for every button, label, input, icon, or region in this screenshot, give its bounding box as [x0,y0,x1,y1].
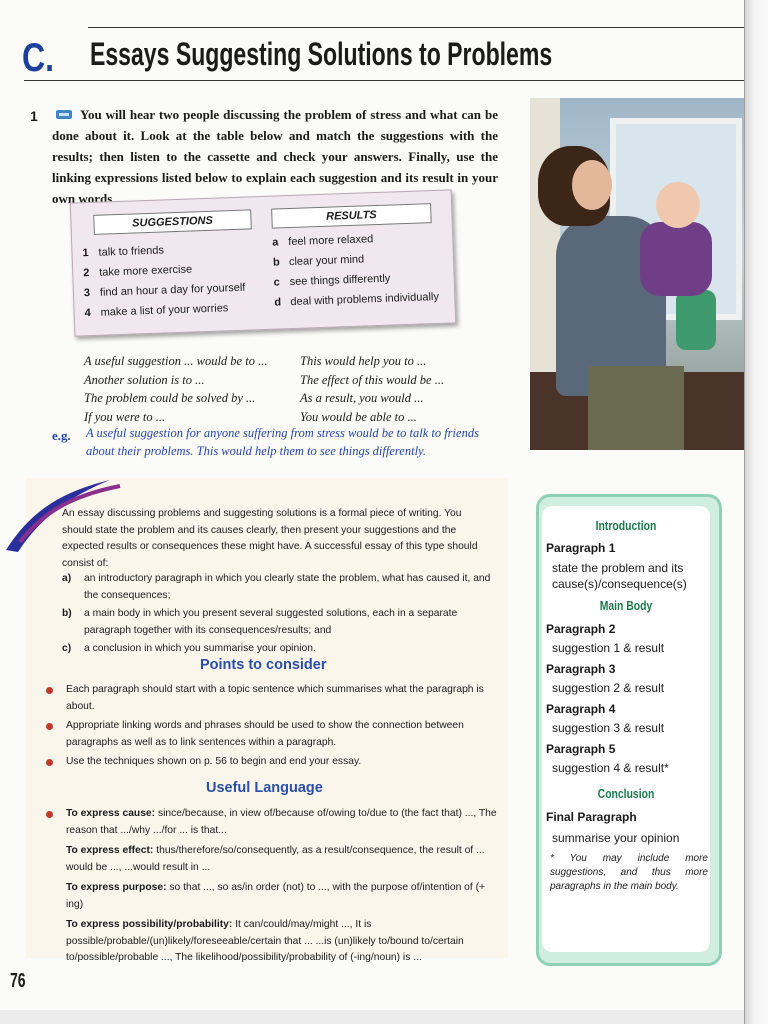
page-number: 76 [10,970,26,992]
language-label: To express cause: [66,808,156,819]
language-text: thus/therefore/so/consequently, as a result/consequence, the result of ... would be ..., ...would result in ... [66,845,485,873]
language-text: since/because, in view of/because of/owing to/due to (the fact that) ..., The reason that .../why .../for ... is that... [66,808,497,836]
language-label: To express purpose: [66,882,167,893]
plan-paragraph-label: Paragraph 4 [546,702,616,716]
essay-part-key: a) [62,573,72,584]
bullet-icon [46,811,53,818]
plan-paragraph-text: suggestion 2 & result [552,681,665,695]
linking-expressions-results [300,352,444,426]
plan-paragraph-text: suggestion 3 & result [552,721,665,735]
theory-intro: An essay discussing problems and suggesting solutions is a formal piece of writing. You should state the problem and its causes clearly, then present your suggestions and the expected results or consequences these might have. A successful essay of this type should consist of: [62,508,478,569]
matching-table [70,189,456,336]
essay-part [62,606,498,639]
result-item [274,287,439,313]
bullet-icon [46,687,53,694]
linking-expression: Another solution is to ... [84,372,205,387]
result-key: c [273,276,281,289]
suggestion-key: 1 [82,247,89,260]
point-text: Appropriate linking words and phrases should be used to show the connection between paragraphs as well as to link sentences within a paragraph. [66,720,464,748]
point-item [44,754,496,771]
useful-language-list [66,806,500,971]
header-rule-top [88,27,744,28]
results-header: RESULTS [271,203,432,229]
point-item [44,718,496,751]
mother-with-baby-photo [530,98,744,450]
linking-expressions-suggestions [84,352,267,426]
point-text: Use the techniques shown on p. 56 to begin and end your essay. [66,756,362,767]
suggestion-key: 4 [84,307,91,320]
example-label: e.g. [52,428,71,443]
language-item [66,880,500,913]
header-rule-bottom [24,80,744,81]
suggestion-key: 3 [83,287,91,300]
result-key: a [272,236,279,249]
essay-part [62,571,498,604]
plan-paragraph-label: Paragraph 5 [546,742,616,756]
linking-expression: As a result, you would ... [300,391,424,405]
plan-paragraph-text: state the problem and its cause(s)/consequence(s) [552,561,687,591]
exercise-number: 1 [30,108,38,124]
linking-expression: The effect of this would be ... [300,372,445,387]
essay-part [62,641,498,658]
suggestion-item [84,298,246,324]
exercise-instructions: You will hear two people discussing the problem of stress and what can be done about it. Look at the table below and match the suggestions with the results; then listen to the cassette and check your answers. Finally, use the linking expressions listed below to explain each suggestion and its result in your own words. [52,107,498,206]
essay-parts-list [62,571,498,660]
point-item [44,682,496,715]
points-heading: Points to consider [200,657,327,673]
essay-part-text: a conclusion in which you summarise your opinion. [84,643,316,654]
plan-paragraph-text: suggestion 1 & result [552,641,665,655]
example-sentence: A useful suggestion for anyone suffering from stress would be to talk to friends about their problems. This would help them to see things differently. [86,426,479,458]
result-key: d [274,296,282,309]
suggestion-text: talk to friends [98,244,165,259]
result-key: b [272,256,280,269]
suggestion-text: take more exercise [99,263,193,279]
result-text: clear your mind [288,253,365,269]
bullet-icon [46,759,53,766]
result-text: deal with problems individually [290,290,440,309]
plan-paragraph-label: Paragraph 1 [546,541,616,555]
essay-part-key: b) [62,608,72,619]
points-list [44,682,496,774]
essay-part-key: c) [62,643,72,654]
section-letter: C. [22,36,54,80]
plan-paragraph-label: Paragraph 2 [546,622,616,636]
linking-expression: You would be able to ... [300,409,417,424]
suggestion-text: find an hour a day for yourself [99,281,246,299]
essay-part-text: an introductory paragraph in which you clearly state the problem, what has caused it, and the consequences; [84,573,491,601]
results-list [272,227,439,313]
linking-expression: This would help you to ... [300,354,427,368]
suggestions-list [82,238,246,324]
language-item [66,917,500,967]
result-text: see things differently [289,272,391,289]
language-item [66,843,500,876]
bullet-icon [46,723,53,730]
plan-paragraph-label: Paragraph 3 [546,662,616,676]
book-spine [744,0,768,1024]
essay-part-text: a main body in which you present several suggested solutions, each in a separate paragraph together with its consequences/results; and [84,608,458,636]
language-item [66,806,500,839]
point-text: Each paragraph should start with a topic sentence which summarises what the paragraph is about. [66,684,484,712]
plan-paragraph-label: Final Paragraph [546,810,637,824]
page-title: Essays Suggesting Solutions to Problems [90,36,553,72]
plan-paragraph-text: summarise your opinion [552,831,680,845]
suggestions-header: SUGGESTIONS [93,209,252,235]
plan-paragraph-text: suggestion 4 & result* [552,761,669,775]
result-text: feel more relaxed [288,233,374,249]
plan-main-body-heading: Main Body [599,598,653,613]
language-text: It can/could/may/might ..., It is possible/probable/(un)likely/foreseeable/certain that ... ...is (un)likely to/bound to/certain to/possible/probable ..., The likelihood/possibility/probability of (-ing/noun) is ... [66,919,464,963]
language-label: To express possibility/probability: [66,919,233,930]
linking-expression: The problem could be solved by ... [84,391,256,405]
linking-expression: If you were to ... [84,409,166,424]
plan-conclusion-heading: Conclusion [597,786,655,801]
plan-introduction-heading: Introduction [595,518,657,533]
linking-expression: A useful suggestion ... would be to ... [84,354,268,368]
plan-footnote: * You may include more suggestions, and thus more paragraphs in the main body. [550,853,708,892]
useful-language-heading: Useful Language [206,780,323,796]
suggestion-key: 2 [83,267,90,280]
language-label: To express effect: [66,845,154,856]
cassette-icon [56,110,72,119]
language-text: so that ..., so as/in order (not) to ..., with the purpose of/intention of (+ ing) [66,882,486,910]
suggestion-text: make a list of your worries [100,302,229,319]
